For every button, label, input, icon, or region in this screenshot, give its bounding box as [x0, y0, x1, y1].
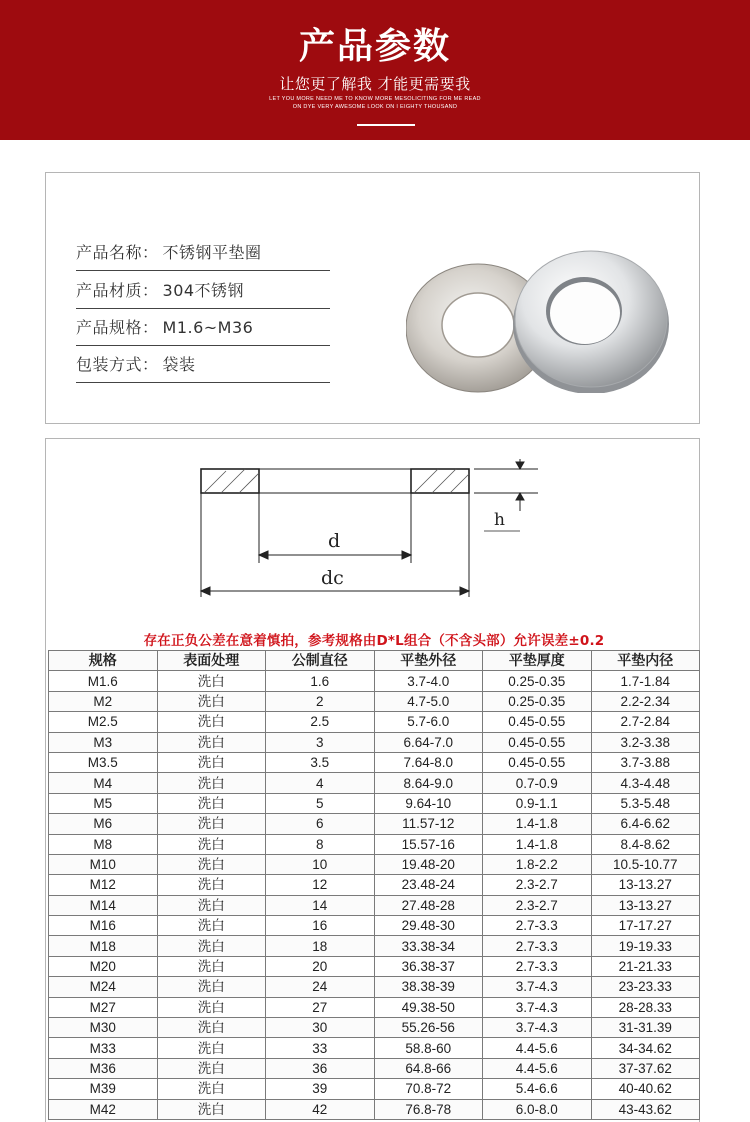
table-cell: 19.48-20	[374, 854, 483, 874]
table-cell: 40-40.62	[591, 1079, 700, 1099]
table-cell: 6.4-6.62	[591, 814, 700, 834]
table-cell: 2.7-3.3	[483, 956, 592, 976]
table-cell: M10	[49, 854, 158, 874]
table-cell: 1.4-1.8	[483, 814, 592, 834]
table-cell: 43-43.62	[591, 1099, 700, 1119]
washer-dimension-drawing	[196, 451, 556, 601]
table-cell: 3.7-4.0	[374, 671, 483, 691]
info-label: 产品规格：	[76, 318, 159, 337]
tolerance-note: 存在正负公差在意着慎拍，参考规格由D*L组合（不含头部）允许误差±0.2	[143, 633, 605, 649]
table-cell: M14	[49, 895, 158, 915]
table-row	[49, 875, 700, 895]
table-cell: 5	[266, 793, 375, 813]
table-row	[49, 691, 700, 711]
table-cell: M1.6	[49, 671, 158, 691]
table-cell: M36	[49, 1058, 158, 1078]
column-header: 表面处理	[157, 651, 266, 671]
table-cell: 33.38-34	[374, 936, 483, 956]
table-cell: M27	[49, 997, 158, 1017]
table-cell: 洗白	[157, 834, 266, 854]
table-cell: 洗白	[157, 875, 266, 895]
table-cell: M42	[49, 1099, 158, 1119]
table-cell: M4	[49, 773, 158, 793]
table-cell: 13-13.27	[591, 895, 700, 915]
table-cell: 20	[266, 956, 375, 976]
table-cell: 洗白	[157, 997, 266, 1017]
table-cell: 洗白	[157, 1058, 266, 1078]
table-cell: 洗白	[157, 773, 266, 793]
product-info-panel	[45, 172, 700, 424]
table-row	[49, 1099, 700, 1119]
spec-table	[48, 650, 700, 1120]
table-cell: 洗白	[157, 936, 266, 956]
table-row	[49, 793, 700, 813]
table-row	[49, 834, 700, 854]
table-cell: 14	[266, 895, 375, 915]
table-cell: 37-37.62	[591, 1058, 700, 1078]
table-cell: 0.25-0.35	[483, 671, 592, 691]
english-tagline-2: ON DYE VERY AWESOME LOOK ON I EIGHTY THOUSAND	[292, 104, 458, 110]
table-cell: 34-34.62	[591, 1038, 700, 1058]
table-cell: 70.8-72	[374, 1079, 483, 1099]
table-cell: M2.5	[49, 712, 158, 732]
table-cell: 12	[266, 875, 375, 895]
table-cell: 38.38-39	[374, 977, 483, 997]
table-row	[49, 1079, 700, 1099]
table-cell: 洗白	[157, 691, 266, 711]
table-cell: 洗白	[157, 793, 266, 813]
table-cell: 19-19.33	[591, 936, 700, 956]
table-cell: M3.5	[49, 752, 158, 772]
washer-product-image	[406, 243, 676, 393]
table-cell: 3.7-4.3	[483, 1018, 592, 1038]
table-cell: 2.7-3.3	[483, 916, 592, 936]
column-header: 平垫外径	[374, 651, 483, 671]
dim-label-d: d	[328, 530, 341, 552]
table-cell: 洗白	[157, 712, 266, 732]
table-cell: M3	[49, 732, 158, 752]
table-cell: 33	[266, 1038, 375, 1058]
table-cell: M30	[49, 1018, 158, 1038]
table-cell: 洗白	[157, 814, 266, 834]
table-cell: M6	[49, 814, 158, 834]
table-cell: 6.0-8.0	[483, 1099, 592, 1119]
table-cell: 3.5	[266, 752, 375, 772]
table-cell: 1.4-1.8	[483, 834, 592, 854]
table-cell: M8	[49, 834, 158, 854]
table-cell: 6	[266, 814, 375, 834]
table-row	[49, 936, 700, 956]
info-value: 不锈钢平垫圈	[162, 243, 262, 262]
table-body	[49, 671, 700, 1120]
table-row	[49, 814, 700, 834]
table-cell: M39	[49, 1079, 158, 1099]
table-cell: 1.7-1.84	[591, 671, 700, 691]
table-row	[49, 854, 700, 874]
table-cell: 21-21.33	[591, 956, 700, 976]
table-cell: 洗白	[157, 1099, 266, 1119]
table-cell: 36	[266, 1058, 375, 1078]
info-row-material	[76, 273, 330, 309]
table-cell: 23-23.33	[591, 977, 700, 997]
table-cell: 18	[266, 936, 375, 956]
table-cell: M5	[49, 793, 158, 813]
table-cell: 2	[266, 691, 375, 711]
table-row	[49, 773, 700, 793]
info-value: 304不锈钢	[162, 281, 245, 300]
table-cell: 27.48-28	[374, 895, 483, 915]
table-cell: 55.26-56	[374, 1018, 483, 1038]
table-cell: M18	[49, 936, 158, 956]
table-cell: M16	[49, 916, 158, 936]
table-cell: 8.64-9.0	[374, 773, 483, 793]
table-cell: M24	[49, 977, 158, 997]
table-row	[49, 977, 700, 997]
table-cell: 0.45-0.55	[483, 732, 592, 752]
table-cell: 2.7-3.3	[483, 936, 592, 956]
table-cell: 洗白	[157, 752, 266, 772]
table-cell: 1.6	[266, 671, 375, 691]
table-cell: 洗白	[157, 1018, 266, 1038]
table-cell: 42	[266, 1099, 375, 1119]
table-cell: M12	[49, 875, 158, 895]
table-cell: 0.45-0.55	[483, 752, 592, 772]
table-cell: 洗白	[157, 671, 266, 691]
info-label: 产品材质：	[76, 281, 159, 300]
page-subtitle: 让您更了解我 才能更需要我	[279, 75, 471, 93]
english-tagline-1: LET YOU MORE NEED ME TO KNOW MORE MESOLICITING FOR ME READ	[269, 96, 481, 102]
table-cell: 洗白	[157, 916, 266, 936]
table-cell: 8	[266, 834, 375, 854]
table-cell: 0.7-0.9	[483, 773, 592, 793]
table-cell: M33	[49, 1038, 158, 1058]
table-cell: 24	[266, 977, 375, 997]
table-cell: 5.4-6.6	[483, 1079, 592, 1099]
table-cell: 11.57-12	[374, 814, 483, 834]
info-label: 包装方式：	[76, 355, 159, 374]
table-cell: M2	[49, 691, 158, 711]
table-cell: 39	[266, 1079, 375, 1099]
table-cell: 洗白	[157, 854, 266, 874]
table-cell: 17-17.27	[591, 916, 700, 936]
table-cell: 3.2-3.38	[591, 732, 700, 752]
info-row-name	[76, 235, 330, 271]
table-cell: 4.7-5.0	[374, 691, 483, 711]
table-cell: 1.8-2.2	[483, 854, 592, 874]
table-cell: 洗白	[157, 1038, 266, 1058]
table-cell: 洗白	[157, 895, 266, 915]
column-header: 规格	[49, 651, 158, 671]
table-cell: 2.3-2.7	[483, 875, 592, 895]
table-cell: 0.9-1.1	[483, 793, 592, 813]
table-cell: 15.57-16	[374, 834, 483, 854]
washer-front	[513, 251, 669, 393]
table-cell: 2.3-2.7	[483, 895, 592, 915]
table-cell: 9.64-10	[374, 793, 483, 813]
table-cell: 27	[266, 997, 375, 1017]
table-cell: 6.64-7.0	[374, 732, 483, 752]
column-header: 平垫厚度	[483, 651, 592, 671]
table-cell: 8.4-8.62	[591, 834, 700, 854]
table-row	[49, 1018, 700, 1038]
table-cell: 洗白	[157, 732, 266, 752]
table-cell: 4	[266, 773, 375, 793]
info-label: 产品名称：	[76, 243, 159, 262]
table-cell: 5.7-6.0	[374, 712, 483, 732]
table-cell: 10	[266, 854, 375, 874]
table-cell: 4.4-5.6	[483, 1058, 592, 1078]
table-cell: 3.7-3.88	[591, 752, 700, 772]
table-row	[49, 956, 700, 976]
table-cell: 13-13.27	[591, 875, 700, 895]
table-row	[49, 671, 700, 691]
table-cell: 0.45-0.55	[483, 712, 592, 732]
table-cell: 2.7-2.84	[591, 712, 700, 732]
table-cell: 7.64-8.0	[374, 752, 483, 772]
table-row	[49, 895, 700, 915]
table-row	[49, 916, 700, 936]
table-cell: 30	[266, 1018, 375, 1038]
header-divider	[357, 124, 415, 126]
table-cell: 64.8-66	[374, 1058, 483, 1078]
table-cell: 洗白	[157, 1079, 266, 1099]
table-row	[49, 997, 700, 1017]
table-cell: 28-28.33	[591, 997, 700, 1017]
table-cell: 76.8-78	[374, 1099, 483, 1119]
table-cell: 3	[266, 732, 375, 752]
table-cell: 4.4-5.6	[483, 1038, 592, 1058]
table-cell: 3.7-4.3	[483, 977, 592, 997]
table-cell: 36.38-37	[374, 956, 483, 976]
column-header: 平垫内径	[591, 651, 700, 671]
table-cell: 5.3-5.48	[591, 793, 700, 813]
info-value: 袋装	[162, 355, 196, 374]
table-row	[49, 1058, 700, 1078]
table-cell: M20	[49, 956, 158, 976]
table-cell: 29.48-30	[374, 916, 483, 936]
table-row	[49, 732, 700, 752]
header-banner	[0, 0, 750, 140]
info-value: M1.6~M36	[162, 318, 254, 337]
table-row	[49, 752, 700, 772]
info-row-packaging	[76, 347, 330, 383]
table-cell: 58.8-60	[374, 1038, 483, 1058]
table-cell: 2.2-2.34	[591, 691, 700, 711]
table-row	[49, 712, 700, 732]
table-cell: 洗白	[157, 977, 266, 997]
table-header-row	[49, 651, 700, 671]
table-cell: 23.48-24	[374, 875, 483, 895]
table-cell: 16	[266, 916, 375, 936]
table-cell: 10.5-10.77	[591, 854, 700, 874]
table-row	[49, 1038, 700, 1058]
dim-label-h: h	[494, 510, 505, 530]
table-cell: 2.5	[266, 712, 375, 732]
table-cell: 3.7-4.3	[483, 997, 592, 1017]
table-cell: 4.3-4.48	[591, 773, 700, 793]
column-header: 公制直径	[266, 651, 375, 671]
dim-label-dc: dc	[321, 567, 344, 589]
table-cell: 0.25-0.35	[483, 691, 592, 711]
info-row-spec	[76, 310, 330, 346]
page-title: 产品参数	[298, 26, 451, 67]
table-cell: 49.38-50	[374, 997, 483, 1017]
table-cell: 洗白	[157, 956, 266, 976]
table-cell: 31-31.39	[591, 1018, 700, 1038]
